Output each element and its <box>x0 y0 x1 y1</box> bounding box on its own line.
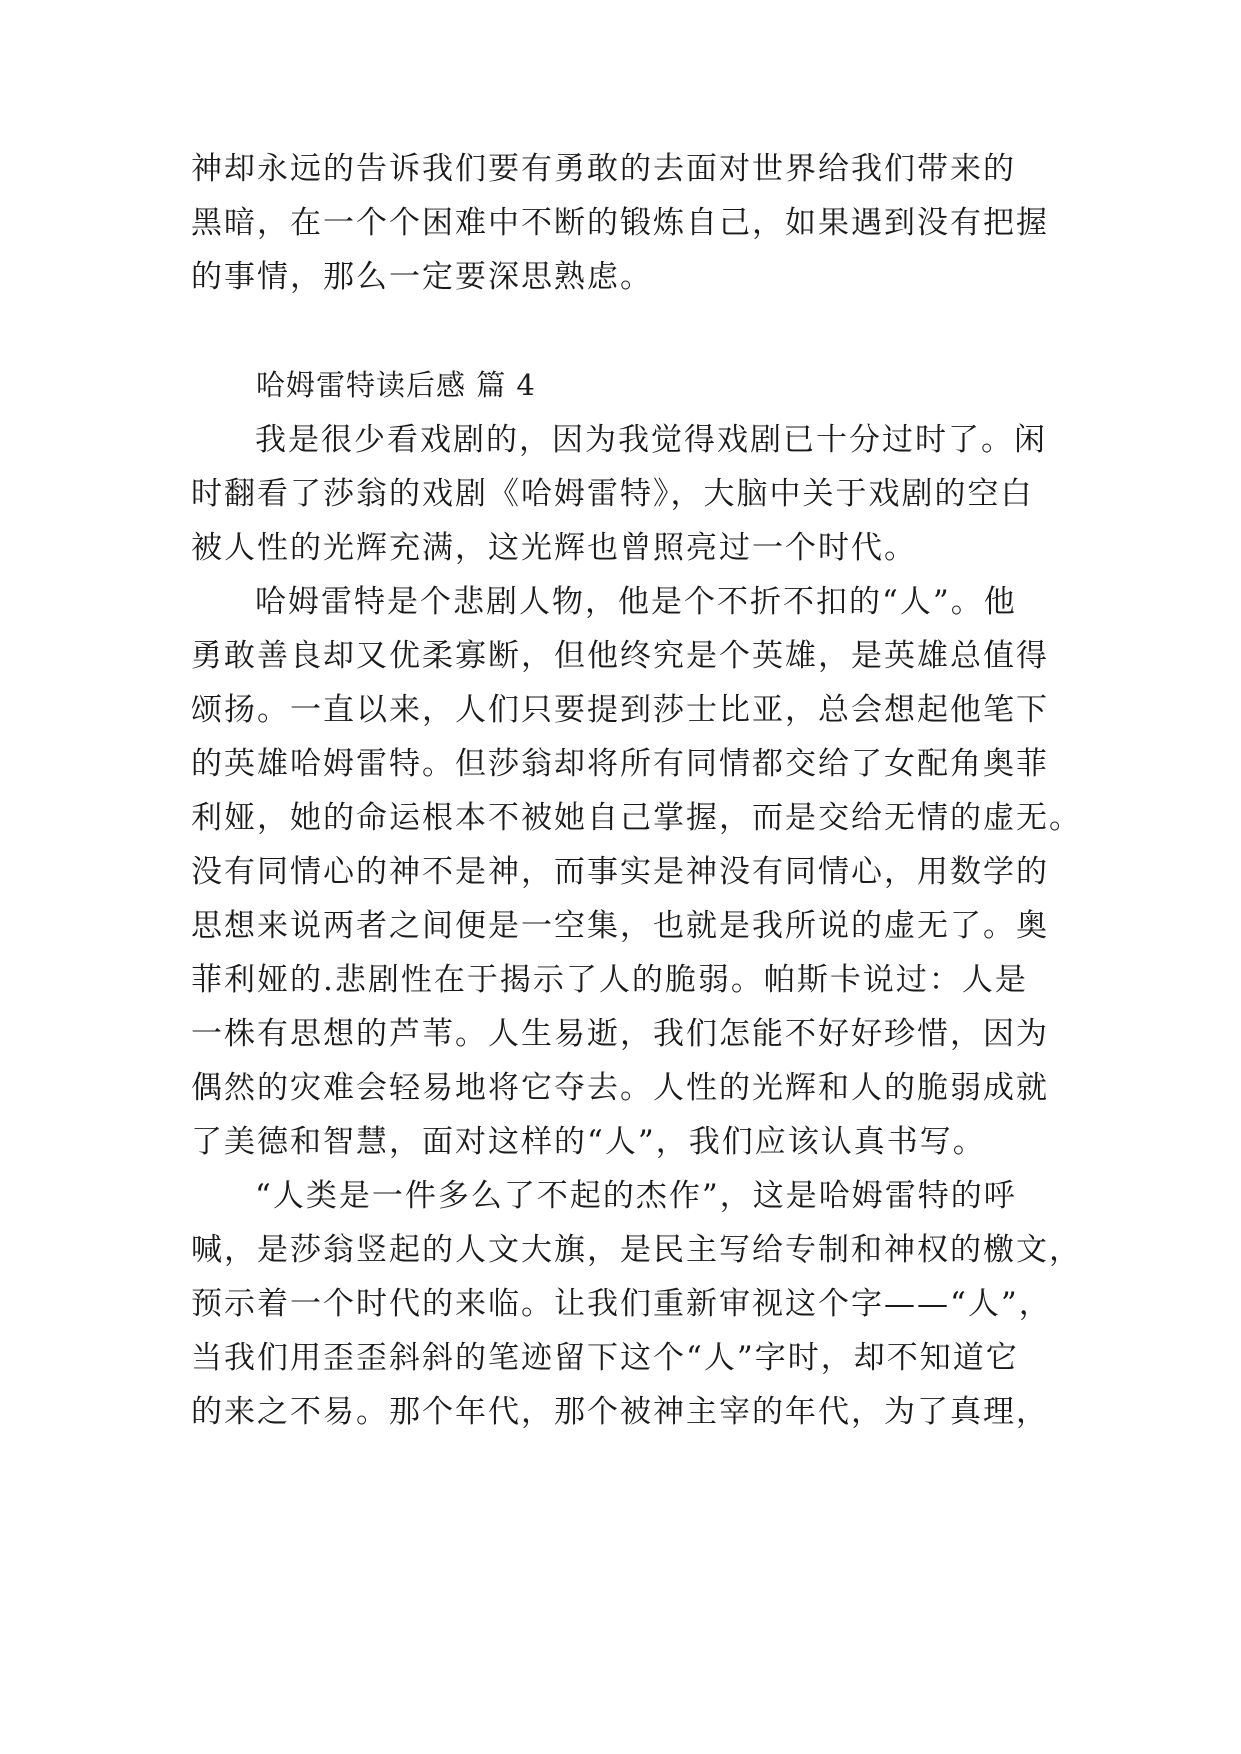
intro-line-3: 的事情，那么一定要深思熟虑。 <box>191 259 653 295</box>
intro-line-1: 神却永远的告诉我们要有勇敢的去面对世界给我们带来的 <box>191 151 1016 187</box>
section-heading: 哈姆雷特读后感 篇 4 <box>256 368 536 402</box>
para3-line-4: 当我们用歪歪斜斜的笔迹留下这个“人”字时，却不知道它 <box>191 1340 1019 1376</box>
para3-line-5: 的来之不易。那个年代，那个被神主宰的年代，为了真理， <box>191 1394 1049 1430</box>
para2-line-9: 一株有思想的芦苇。人生易逝，我们怎能不好好珍惜，因为 <box>191 1016 1049 1052</box>
intro-line-2: 黑暗，在一个个困难中不断的锻炼自己，如果遇到没有把握 <box>191 205 1049 241</box>
para2-line-1: 哈姆雷特是个悲剧人物，他是个不折不扣的“人”。他 <box>255 584 1017 620</box>
para3-line-1: “人类是一件多么了不起的杰作”，这是哈姆雷特的呼 <box>255 1178 1017 1214</box>
para1-line-3: 被人性的光辉充满，这光辉也曾照亮过一个时代。 <box>191 530 917 566</box>
para2-line-4: 的英雄哈姆雷特。但莎翁却将所有同情都交给了女配角奥菲 <box>191 746 1049 782</box>
para2-line-10: 偶然的灾难会轻易地将它夺去。人性的光辉和人的脆弱成就 <box>191 1070 1049 1106</box>
para1-line-2: 时翻看了莎翁的戏剧《哈姆雷特》，大脑中关于戏剧的空白 <box>191 476 1034 512</box>
para2-line-7: 思想来说两者之间便是一空集，也就是我所说的虚无了。奥 <box>191 908 1049 944</box>
para2-line-2: 勇敢善良却又优柔寡断，但他终究是个英雄，是英雄总值得 <box>191 638 1049 674</box>
para2-line-6: 没有同情心的神不是神，而事实是神没有同情心，用数学的 <box>191 854 1049 890</box>
para2-line-5: 利娅，她的命运根本不被她自己掌握，而是交给无情的虚无。 <box>191 800 1082 836</box>
para3-line-3: 预示着一个时代的来临。让我们重新审视这个字——“人”， <box>191 1286 1052 1322</box>
para2-line-11: 了美德和智慧，面对这样的“人”，我们应该认真书写。 <box>191 1124 986 1160</box>
para3-line-2: 喊，是莎翁竖起的人文大旗，是民主写给专制和神权的檄文， <box>191 1232 1082 1268</box>
para2-line-8: 菲利娅的.悲剧性在于揭示了人的脆弱。帕斯卡说过：人是 <box>191 962 1028 998</box>
para2-line-3: 颂扬。一直以来，人们只要提到莎士比亚，总会想起他笔下 <box>191 692 1049 728</box>
para1-line-1: 我是很少看戏剧的，因为我觉得戏剧已十分过时了。闲 <box>255 422 1047 458</box>
